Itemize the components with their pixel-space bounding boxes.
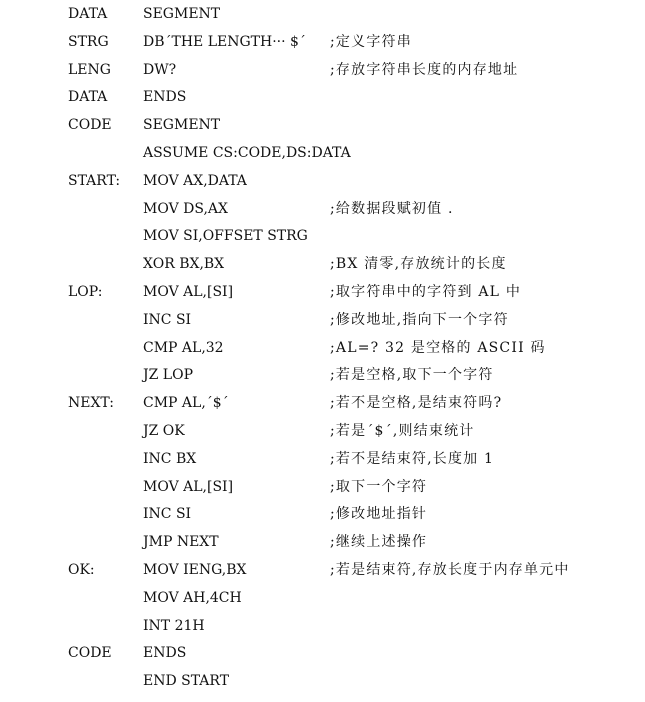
code-label: LENG: [68, 61, 111, 78]
code-comment: ;AL=? 32 是空格的 ASCII 码: [330, 339, 546, 356]
code-line: [0, 252, 645, 276]
code-comment: ;若不是空格,是结束符吗?: [330, 395, 503, 412]
code-label: DATA: [68, 6, 108, 22]
code-line: [0, 586, 645, 610]
code-instruction: INC SI: [143, 506, 192, 523]
code-line: [0, 363, 645, 387]
code-line: [0, 530, 645, 554]
code-instruction: ENDS: [143, 645, 187, 662]
code-label: CODE: [68, 117, 112, 134]
code-instruction: MOV SI,OFFSET STRG: [143, 228, 308, 245]
code-instruction: DW?: [143, 61, 177, 78]
code-comment: ;修改地址指针: [330, 506, 428, 523]
code-label: LOP:: [68, 284, 103, 300]
code-line: [0, 558, 645, 582]
code-comment: ;取下一个字符: [330, 478, 428, 495]
code-line: [0, 2, 645, 26]
code-label: DATA: [68, 89, 108, 106]
code-instruction: SEGMENT: [143, 117, 221, 134]
code-instruction: CMP AL,´$´: [143, 395, 229, 412]
code-line: [0, 197, 645, 221]
code-instruction: INT 21H: [143, 617, 205, 634]
code-line: [0, 669, 645, 693]
code-instruction: MOV AL,[SI]: [143, 284, 234, 300]
code-line: [0, 141, 645, 165]
code-instruction: MOV AX,DATA: [143, 172, 247, 189]
code-instruction: INC BX: [143, 450, 197, 467]
code-instruction: JZ OK: [143, 423, 185, 439]
code-comment: ;存放字符串长度的内存地址: [330, 61, 519, 78]
code-instruction: DB´THE LENGTH··· $´: [143, 33, 306, 50]
code-comment: ;继续上述操作: [330, 534, 428, 551]
code-line: [0, 502, 645, 526]
code-comment: ;修改地址,指向下一个字符: [330, 311, 509, 328]
code-comment: ;若是空格,取下一个字符: [330, 367, 494, 384]
code-comment: ;定义字符串: [330, 33, 412, 50]
code-line: [0, 30, 645, 54]
code-line: [0, 641, 645, 665]
code-line: [0, 336, 645, 360]
code-instruction: ENDS: [143, 89, 187, 106]
code-instruction: JZ LOP: [143, 367, 193, 384]
code-comment: ;取字符串中的字符到 AL 中: [330, 284, 522, 300]
code-line: [0, 391, 645, 415]
code-instruction: MOV AH,4CH: [143, 589, 242, 606]
code-line: [0, 224, 645, 248]
code-comment: ;若是结束符,存放长度于内存单元中: [330, 562, 570, 578]
code-instruction: MOV AL,[SI]: [143, 478, 234, 495]
code-line: [0, 58, 645, 82]
code-line: [0, 447, 645, 471]
code-instruction: MOV DS,AX: [143, 200, 228, 217]
code-label: CODE: [68, 645, 112, 662]
code-line: [0, 85, 645, 109]
code-instruction: JMP NEXT: [143, 534, 219, 551]
code-instruction: MOV IENG,BX: [143, 562, 247, 578]
code-label: STRG: [68, 33, 109, 50]
code-line: [0, 113, 645, 137]
code-label: START:: [68, 172, 121, 189]
code-line: [0, 419, 645, 443]
code-instruction: END START: [143, 673, 230, 690]
code-instruction: XOR BX,BX: [143, 256, 225, 273]
code-comment: ;给数据段赋初值 .: [330, 200, 454, 217]
code-line: [0, 308, 645, 332]
code-line: [0, 280, 645, 304]
code-line: [0, 614, 645, 638]
code-instruction: CMP AL,32: [143, 339, 224, 356]
code-label: NEXT:: [68, 395, 114, 412]
code-instruction: INC SI: [143, 311, 192, 328]
code-line: [0, 475, 645, 499]
code-instruction: SEGMENT: [143, 6, 221, 22]
code-line: [0, 169, 645, 193]
code-label: OK:: [68, 562, 95, 578]
code-comment: ;若是´$´,则结束统计: [330, 423, 475, 439]
code-comment: ;若不是结束符,长度加 1: [330, 450, 495, 467]
code-comment: ;BX 清零,存放统计的长度: [330, 256, 507, 273]
code-instruction: ASSUME CS:CODE,DS:DATA: [143, 145, 351, 161]
